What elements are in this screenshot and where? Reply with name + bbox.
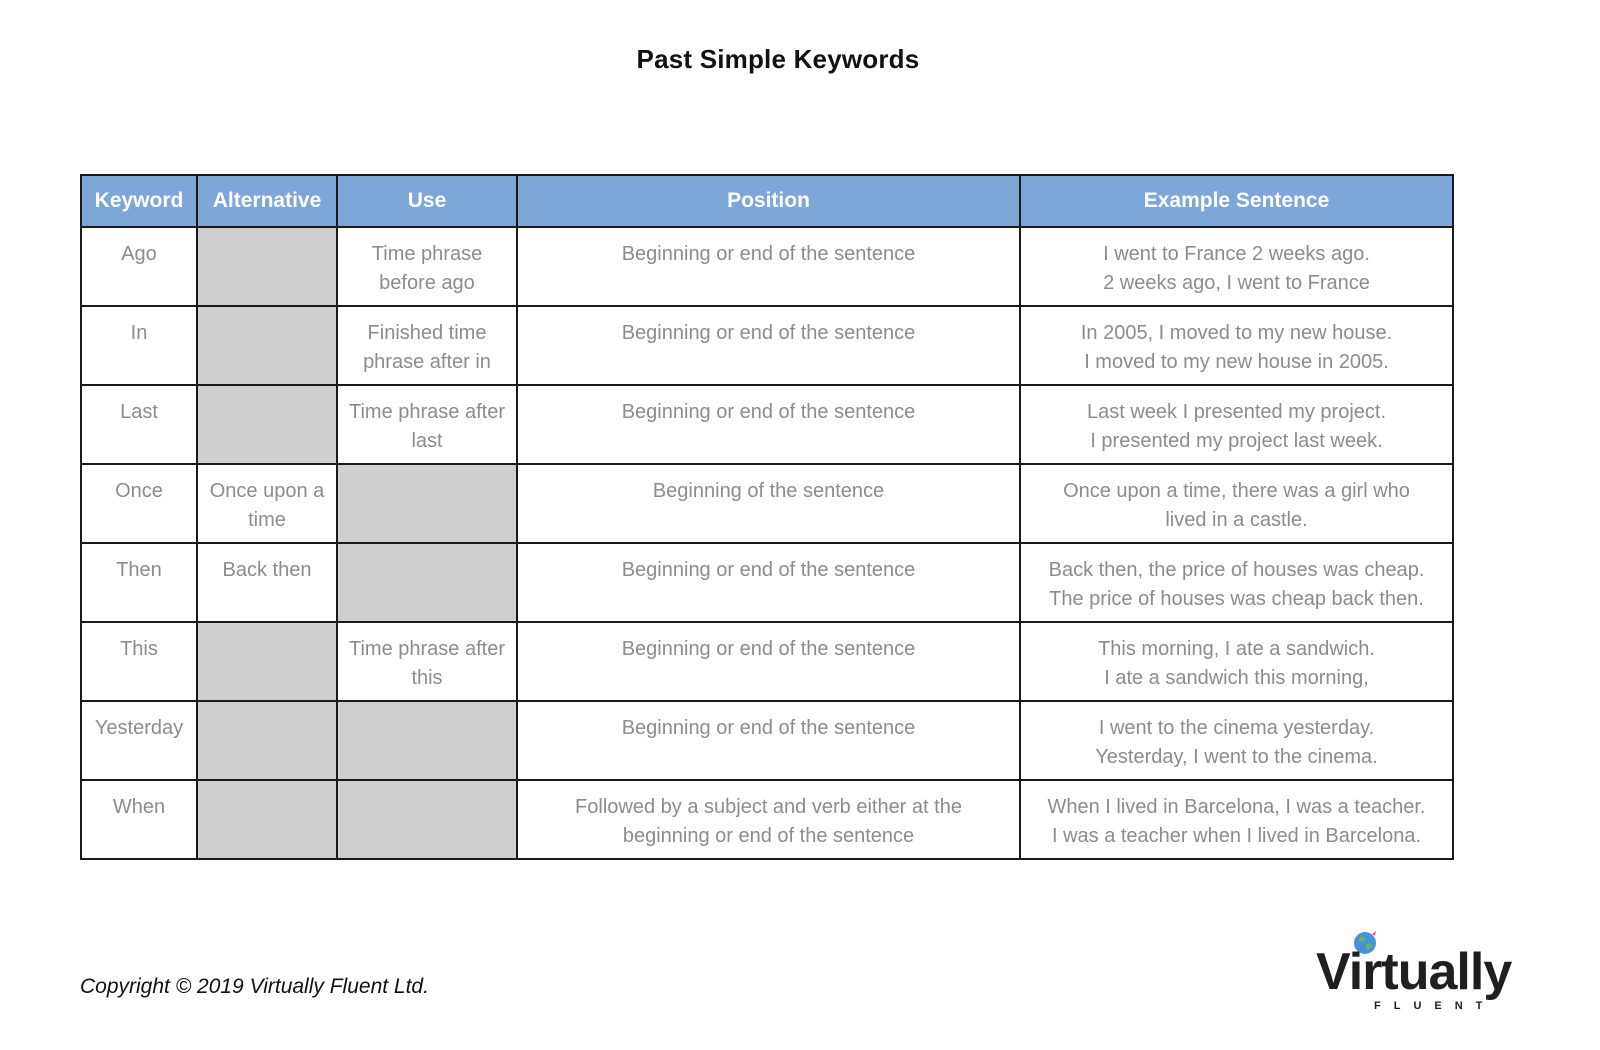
virtually-fluent-logo [1312, 928, 1532, 1018]
example-sentence-cell-line: I ate a sandwich this morning, [1104, 667, 1369, 689]
position-cell [517, 543, 1020, 622]
position-cell-line: Followed by a subject and verb either at the [575, 796, 962, 818]
keyword-cell: Last [81, 385, 197, 464]
use-cell-line: Time phrase after [349, 638, 505, 660]
header-alternative: Alternative [197, 175, 337, 227]
copyright-notice: Copyright © 2019 Virtually Fluent Ltd. [80, 975, 429, 998]
example-sentence-cell [1020, 464, 1453, 543]
example-sentence-cell [1020, 385, 1453, 464]
position-cell-line: beginning or end of the sentence [622, 825, 915, 847]
example-sentence-cell [1020, 622, 1453, 701]
alternative-cell [197, 701, 337, 780]
keyword-cell: In [81, 306, 197, 385]
alternative-cell [197, 306, 337, 385]
position-cell [517, 227, 1020, 306]
use-cell [337, 227, 517, 306]
example-sentence-cell-line: Yesterday, I went to the cinema. [1095, 746, 1378, 768]
table-row [81, 622, 1453, 701]
keyword-cell: Once [81, 464, 197, 543]
example-sentence-cell [1020, 306, 1453, 385]
use-cell [337, 780, 517, 859]
example-sentence-cell-line: I went to the cinema yesterday. [1098, 717, 1375, 739]
example-sentence-cell [1020, 780, 1453, 859]
table-row [81, 543, 1453, 622]
past-simple-keywords-table [80, 174, 1454, 860]
table-body [81, 227, 1453, 859]
logo-tagline: FLUENT [1374, 1000, 1496, 1012]
example-sentence-cell-line: This morning, I ate a sandwich. [1098, 638, 1375, 660]
position-cell-line: Beginning or end of the sentence [621, 243, 916, 265]
position-cell-line: Beginning or end of the sentence [621, 559, 916, 581]
use-cell-line: Time phrase after [349, 401, 505, 423]
keyword-cell: Yesterday [81, 701, 197, 780]
logo-wordmark: Virtually [1316, 943, 1512, 1001]
example-sentence-cell-line: When I lived in Barcelona, I was a teacher. [1047, 796, 1426, 818]
position-cell [517, 306, 1020, 385]
header-use: Use [337, 175, 517, 227]
example-sentence-cell-line: 2 weeks ago, I went to France [1103, 272, 1370, 294]
use-cell-line: phrase after in [363, 351, 491, 373]
position-cell-line: Beginning or end of the sentence [621, 401, 916, 423]
alternative-cell-line: time [248, 509, 286, 531]
position-cell [517, 780, 1020, 859]
table-row [81, 306, 1453, 385]
example-sentence-cell-line: I presented my project last week. [1090, 430, 1383, 452]
table-row [81, 464, 1453, 543]
header-example-sentence: Example Sentence [1020, 175, 1453, 227]
table-row [81, 701, 1453, 780]
example-sentence-cell-line: lived in a castle. [1165, 509, 1308, 531]
use-cell-line: before ago [379, 272, 475, 294]
example-sentence-cell-line: The price of houses was cheap back then. [1049, 588, 1424, 610]
example-sentence-cell-line: In 2005, I moved to my new house. [1080, 322, 1393, 344]
example-sentence-cell-line: Back then, the price of houses was cheap. [1048, 559, 1425, 581]
table-header-row [81, 175, 1453, 227]
use-cell-line: Finished time [367, 322, 487, 344]
use-cell [337, 543, 517, 622]
example-sentence-cell [1020, 701, 1453, 780]
use-cell [337, 385, 517, 464]
example-sentence-cell-line: I went to France 2 weeks ago. [1103, 243, 1370, 265]
alternative-cell [197, 543, 337, 622]
use-cell-line: last [411, 430, 443, 452]
page-title: Past Simple Keywords [636, 44, 920, 74]
position-cell-line: Beginning or end of the sentence [621, 717, 916, 739]
keyword-cell: Then [81, 543, 197, 622]
alternative-cell [197, 385, 337, 464]
position-cell [517, 385, 1020, 464]
position-cell-line: Beginning or end of the sentence [621, 322, 916, 344]
table-row [81, 385, 1453, 464]
use-cell [337, 464, 517, 543]
alternative-cell-line: Once upon a [209, 480, 325, 502]
example-sentence-cell [1020, 543, 1453, 622]
position-cell [517, 464, 1020, 543]
position-cell [517, 622, 1020, 701]
table-row [81, 227, 1453, 306]
example-sentence-cell-line: Last week I presented my project. [1086, 401, 1387, 423]
header-keyword: Keyword [81, 175, 197, 227]
alternative-cell [197, 780, 337, 859]
keyword-cell: When [81, 780, 197, 859]
table-row [81, 780, 1453, 859]
example-sentence-cell-line: I was a teacher when I lived in Barcelona. [1051, 825, 1422, 847]
use-cell-line: this [411, 667, 443, 689]
use-cell [337, 306, 517, 385]
header-position: Position [517, 175, 1020, 227]
use-cell [337, 701, 517, 780]
alternative-cell [197, 464, 337, 543]
example-sentence-cell-line: Once upon a time, there was a girl who [1063, 480, 1410, 502]
keyword-cell: Ago [81, 227, 197, 306]
keyword-cell: This [81, 622, 197, 701]
position-cell-line: Beginning or end of the sentence [621, 638, 916, 660]
example-sentence-cell-line: I moved to my new house in 2005. [1084, 351, 1389, 373]
example-sentence-cell [1020, 227, 1453, 306]
alternative-cell [197, 227, 337, 306]
use-cell-line: Time phrase [371, 243, 483, 265]
alternative-cell-line: Back then [222, 559, 312, 581]
use-cell [337, 622, 517, 701]
position-cell [517, 701, 1020, 780]
position-cell-line: Beginning of the sentence [652, 480, 885, 502]
alternative-cell [197, 622, 337, 701]
